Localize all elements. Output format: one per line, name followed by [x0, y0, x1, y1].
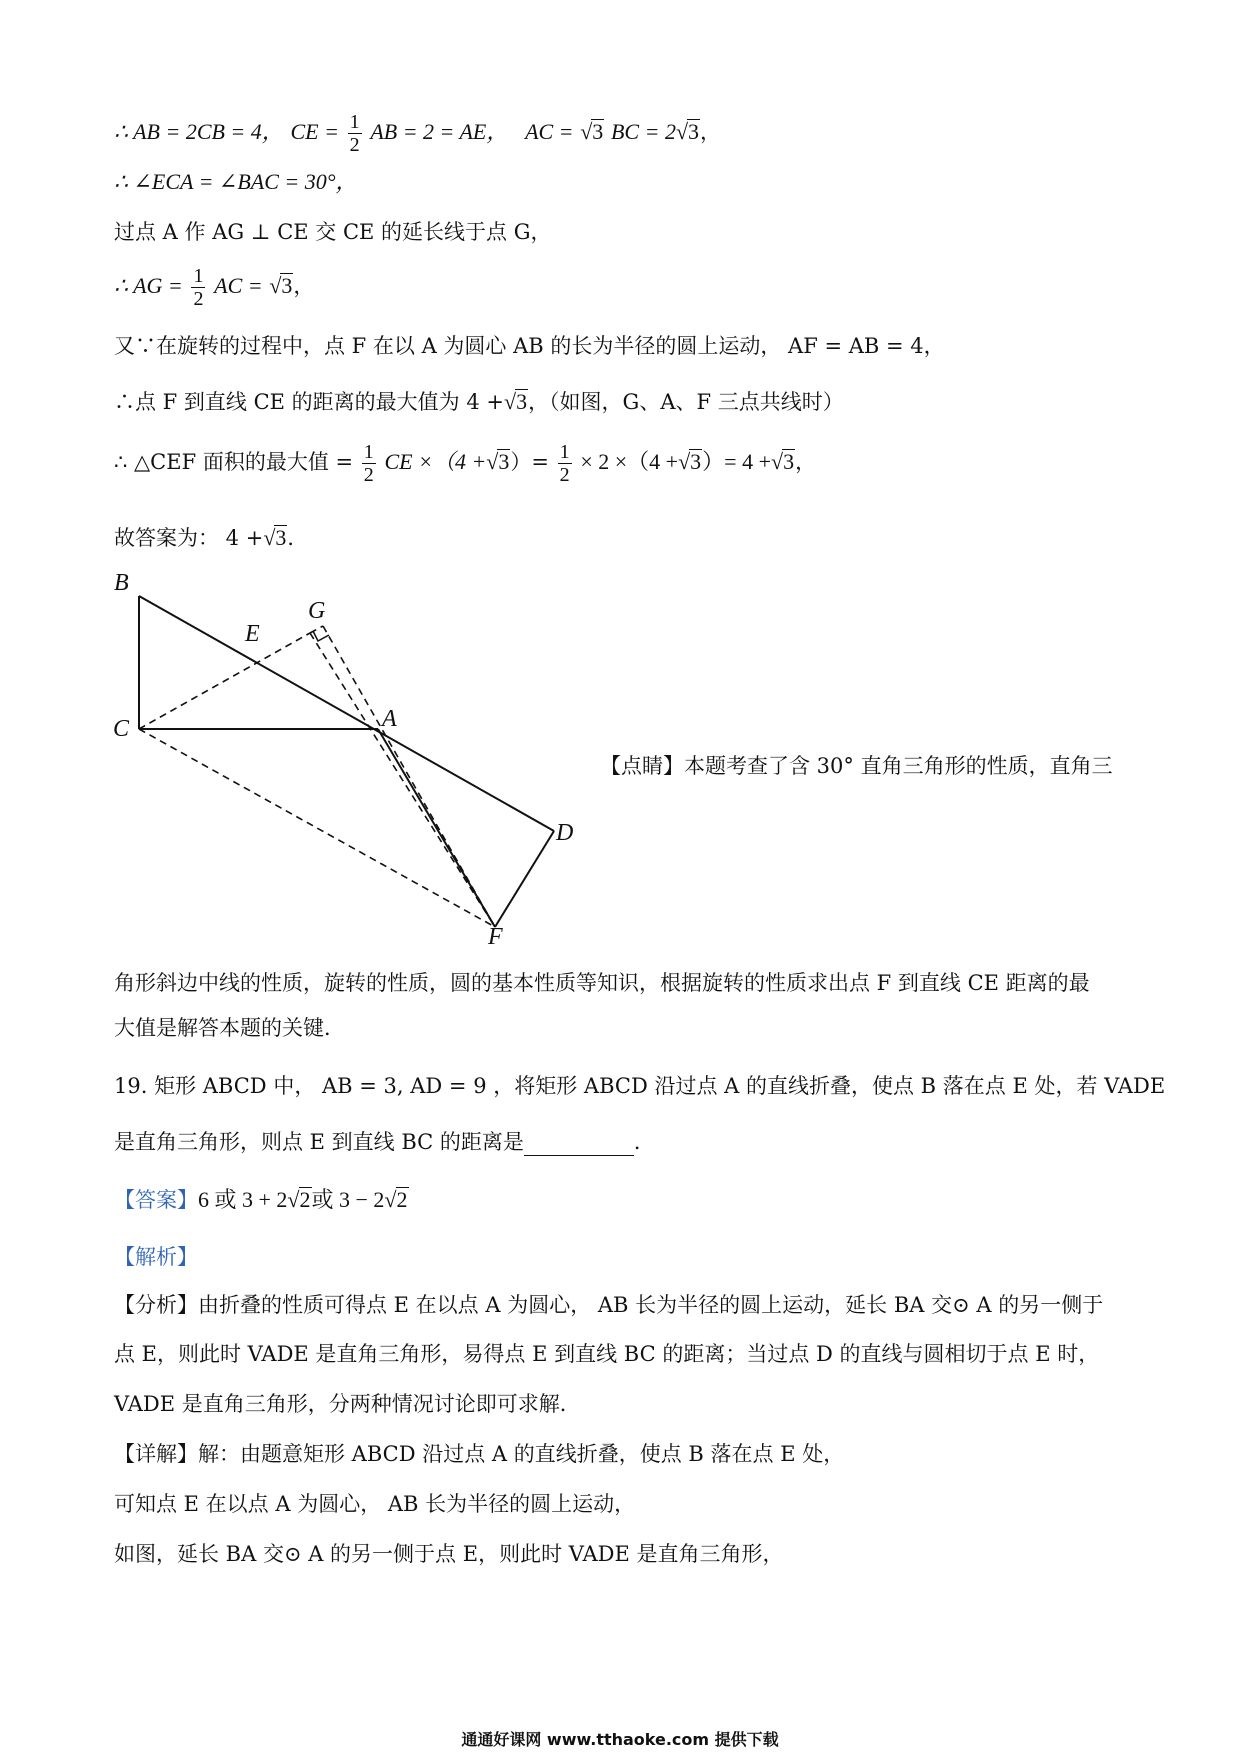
answer-blank — [524, 1133, 634, 1156]
sqrt-2: 2 — [299, 1187, 311, 1212]
detail-line-3: 如图，延长 BA 交⊙ A 的另一侧于点 E，则此时 VADE 是直角三角形， — [114, 1542, 784, 1566]
detail-line-2: 可知点 E 在以点 A 为圆心， AB 长为半径的圆上运动， — [114, 1492, 636, 1516]
jiexi-tag: 【解析】 — [114, 1245, 198, 1269]
text-line-7: ∴ △CEF 面积的最大值 = $\frac{1}{2}$ CE ×（4 +√3）= $\frac{1}{2}$ × 2 ×（4 +√3）= 4 +√3， — [114, 441, 817, 486]
fraction-half: $\frac{1}{2}$ — [559, 441, 570, 486]
geometry-figure — [100, 570, 600, 950]
text-line-6: ∴点 F 到直线 CE 的距离的最大值为 4 +√3，（如图，G、A、F 三点共线时） — [114, 389, 844, 414]
eq-ce: CE = — [290, 119, 339, 144]
dianjing-line — [600, 752, 1113, 780]
detail-line-1: 【详解】解：由题意矩形 ABCD 沿过点 A 的直线折叠，使点 B 落在点 E 处， — [114, 1442, 845, 1466]
point-label-g: G — [308, 598, 326, 624]
point-label-c: C — [113, 716, 130, 742]
eq-ac: AC = — [525, 119, 574, 144]
text-line-4: ∴ AG = $\frac{1}{2}$ AC = √3， — [114, 265, 315, 310]
question-19-line-1: 19. 矩形 ABCD 中， AB = 3, AD = 9 ，将矩形 ABCD 沿过点 A 的直线折叠，使点 B 落在点 E 处，若 VADE — [114, 1074, 1166, 1098]
point-label-e: E — [245, 621, 260, 647]
dianjing-text: 本题考查了含 30° 直角三角形的性质，直角三 — [684, 754, 1113, 778]
sqrt-3: 3 — [516, 389, 528, 414]
fraction-half: $\frac{1}{2}$ — [363, 441, 374, 486]
text-line-5: 又∵在旋转的过程中，点 F 在以 A 为圆心 AB 的长为半径的圆上运动， AF = AB = 4， — [114, 334, 945, 358]
point-label-f: F — [488, 924, 503, 950]
sqrt-2: 2 — [396, 1187, 408, 1212]
eq-ce-rest: AB = 2 = AE， — [370, 119, 509, 144]
sqrt-3: 3 — [783, 449, 795, 474]
fraction-half: $\frac{1}{2}$ — [349, 111, 360, 156]
text-line-10: 大值是解答本题的关键． — [114, 1016, 345, 1040]
answer-tag: 【答案】 — [114, 1188, 198, 1212]
point-label-d: D — [556, 820, 574, 846]
text-line-1: ∴ AB = 2CB = 4， CE = $\frac{1}{2}$ AB = 2 = AE， AC = √3 BC = 2√3， — [114, 111, 722, 156]
eq-ac-mid: BC = 2 — [610, 119, 676, 144]
text-line-9: 角形斜边中线的性质，旋转的性质，圆的基本性质等知识，根据旋转的性质求出点 F 到直线 CE 距离的最 — [114, 971, 1090, 995]
point-label-a: A — [382, 706, 397, 732]
sqrt-3: 3 — [592, 119, 604, 144]
analysis-line-1: 【分析】由折叠的性质可得点 E 在以点 A 为圆心， AB 长为半径的圆上运动，延长 BA 交⊙ A 的另一侧于 — [114, 1293, 1104, 1317]
sqrt-3: 3 — [688, 119, 700, 144]
answer-line: 【答案】6 或 3 + 2√2或 3 − 2√2 — [114, 1187, 408, 1212]
point-label-b: B — [114, 570, 129, 596]
text-line-2: ∴ ∠ECA = ∠BAC = 30°， — [114, 169, 358, 194]
analysis-line-3: VADE 是直角三角形，分两种情况讨论即可求解． — [114, 1392, 581, 1416]
sqrt-3: 3 — [498, 449, 510, 474]
fraction-half: $\frac{1}{2}$ — [193, 265, 204, 310]
analysis-line-2: 点 E，则此时 VADE 是直角三角形，易得点 E 到直线 BC 的距离；当过点 D 的直线与圆相切于点 E 时， — [114, 1342, 1100, 1366]
question-19-line-2: 是直角三角形，则点 E 到直线 BC 的距离是 ． — [114, 1130, 655, 1154]
text-line-8: 故答案为： 4 +√3． — [114, 525, 309, 550]
sqrt-3: 3 — [281, 273, 293, 298]
eq-ab: ∴ AB = 2CB = 4， — [114, 119, 284, 144]
dianjing-tag: 【点睛】 — [600, 754, 684, 778]
sqrt-3: 3 — [275, 525, 287, 550]
sqrt-3: 3 — [690, 449, 702, 474]
page-footer: 通通好课网 www.tthaoke.com 提供下载 — [461, 1730, 779, 1749]
text-line-3: 过点 A 作 AG ⊥ CE 交 CE 的延长线于点 G， — [114, 220, 552, 244]
